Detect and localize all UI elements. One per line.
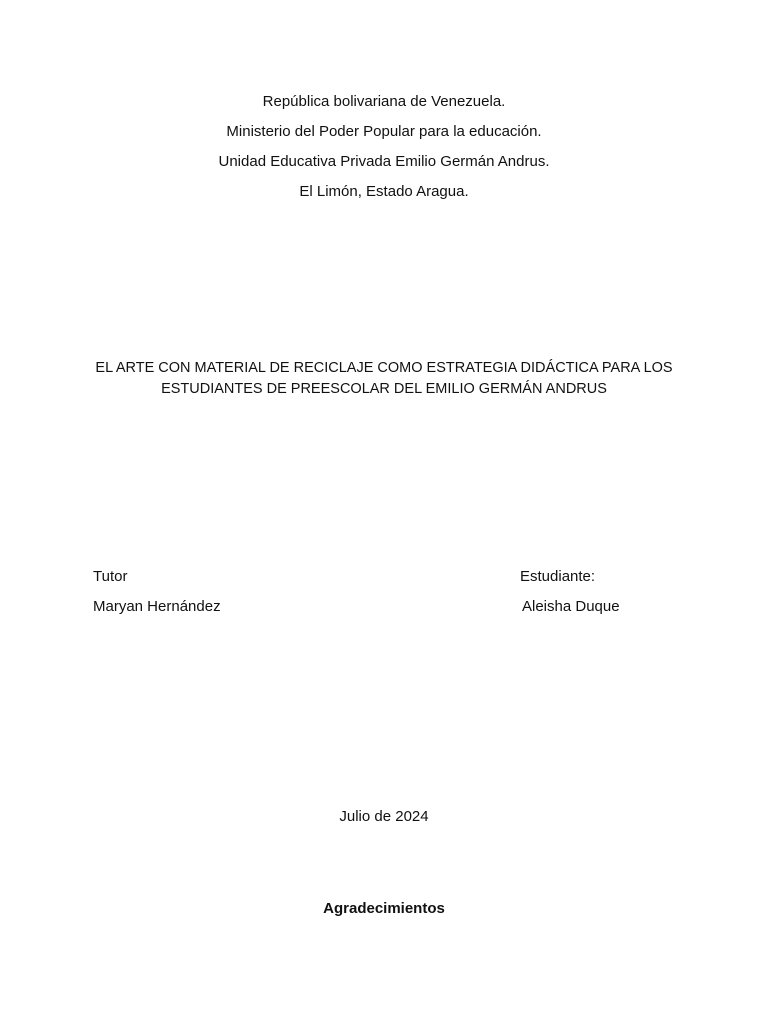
tutor-label: Tutor	[93, 568, 128, 585]
header-ministry: Ministerio del Poder Popular para la educación.	[226, 123, 542, 140]
student-label: Estudiante:	[520, 568, 596, 585]
document-date: Julio de 2024	[339, 808, 429, 825]
student-block	[520, 562, 620, 622]
acknowledgements-heading: Agradecimientos	[323, 900, 445, 917]
header-country: República bolivariana de Venezuela.	[262, 93, 506, 110]
institution-header	[0, 87, 768, 207]
header-location: El Limón, Estado Aragua.	[299, 183, 469, 200]
title-line-2: ESTUDIANTES DE PREESCOLAR DEL EMILIO GERMÁN ANDRUS	[161, 381, 607, 397]
header-school: Unidad Educativa Privada Emilio Germán Andrus.	[218, 153, 550, 170]
student-name: Aleisha Duque	[522, 598, 620, 615]
document-title	[84, 358, 684, 400]
tutor-name: Maryan Hernández	[93, 598, 221, 615]
tutor-block	[93, 562, 221, 622]
title-line-1: EL ARTE CON MATERIAL DE RECICLAJE COMO ESTRATEGIA DIDÁCTICA PARA LOS	[95, 360, 673, 376]
